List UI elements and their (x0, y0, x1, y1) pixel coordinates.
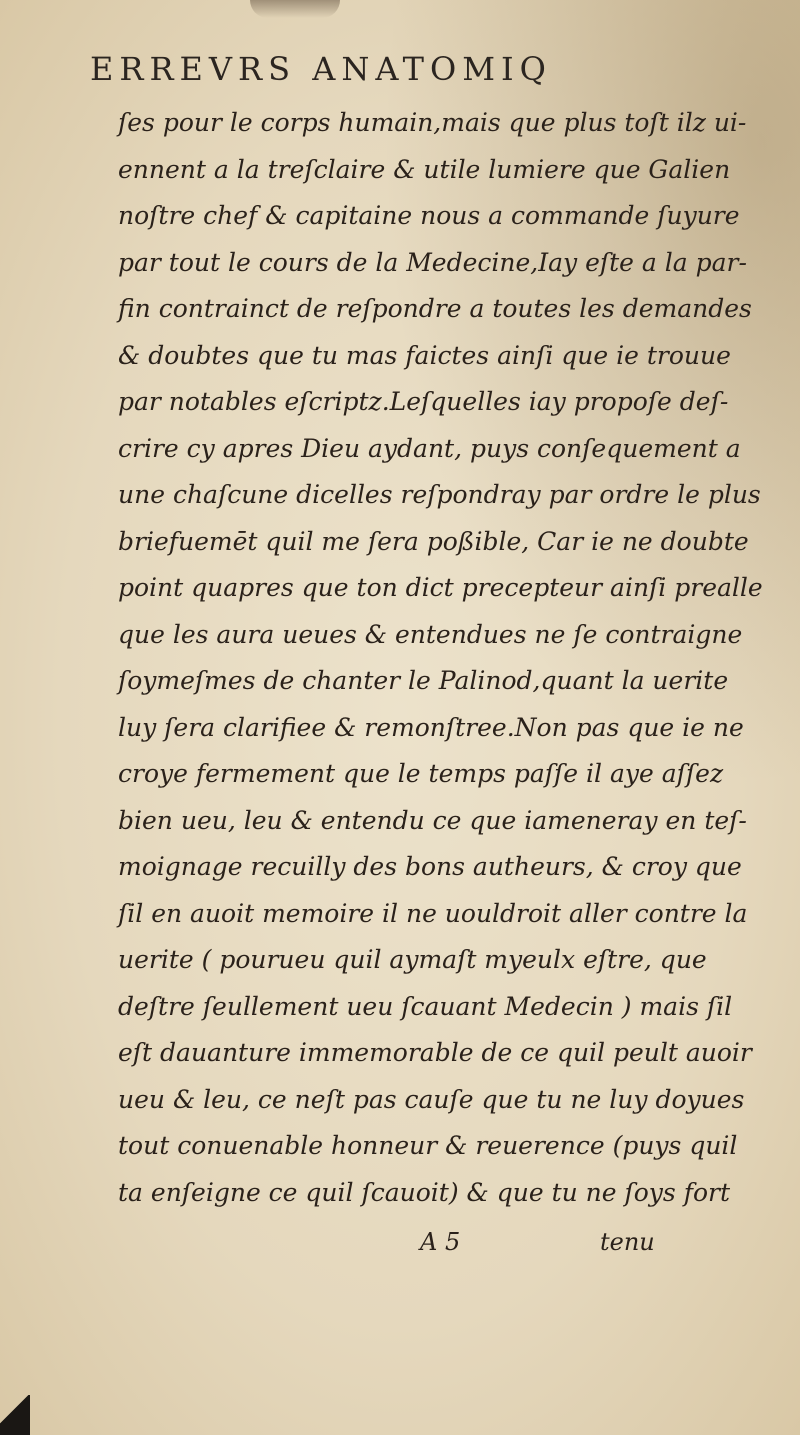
text-line: deſtre ſeullement ueu ſcauant Medecin ) mais ſil (118, 991, 733, 1021)
text-line: point quapres que ton dict precepteur ainſi prealle (118, 573, 763, 602)
text-line: par tout le cours de la Medecine,Iay eſte a la par- (118, 247, 747, 277)
text-block (118, 100, 778, 1216)
text-line: bien ueu, leu & entendu ce que iameneray en teſ- (118, 805, 747, 835)
text-line: crire cy apres Dieu aydant, puys conſequement a (118, 433, 741, 463)
text-line: noſtre chef & capitaine nous a commande ſuyure (118, 201, 740, 230)
text-line: une chaſcune dicelles reſpondray par ordre le plus (118, 480, 761, 509)
text-line: croye fermement que le temps paſſe il aye aſſez (118, 759, 724, 788)
text-line: fin contrainct de reſpondre a toutes les demandes (118, 294, 752, 323)
catchword: tenu (600, 1228, 655, 1256)
text-line: moignage recuilly des bons autheurs, & croy que (118, 852, 742, 881)
text-line: tout conuenable honneur & reuerence (puys quil (118, 1131, 738, 1160)
text-line: uerite ( pourueu quil aymaſt myeulx eſtre, que (118, 945, 707, 974)
text-line: ta enſeigne ce quil ſcauoit) & que tu ne ſoys fort (118, 1177, 731, 1207)
page-stain (250, 0, 340, 18)
text-line: & doubtes que tu mas faictes ainſi que ie trouue (118, 340, 731, 370)
text-line: eſt dauanture immemorable de ce quil peult auoir (118, 1038, 752, 1067)
text-line: briefuemēt quil me ſera poßible, Car ie ne doubte (118, 526, 749, 556)
text-line: luy ſera clarifiee & remonſtree.Non pas que ie ne (118, 712, 744, 742)
text-line: que les aura ueues & entendues ne ſe contraigne (118, 619, 743, 649)
text-line: ueu & leu, ce neſt pas cauſe que tu ne luy doyues (118, 1084, 745, 1114)
text-line: ſes pour le corps humain,mais que plus toſt ilz ui- (118, 108, 747, 137)
text-line: ſoymeſmes de chanter le Palinod,quant la uerite (118, 666, 729, 695)
text-line: par notables eſcriptz.Leſquelles iay propoſe deſ- (118, 387, 729, 416)
text-line: ſil en auoit memoire il ne uouldroit aller contre la (118, 898, 748, 928)
page-footer (0, 1212, 800, 1252)
signature-mark: A 5 (420, 1228, 461, 1256)
text-line: ennent a la treſclaire & utile lumiere que Galien (118, 154, 731, 184)
running-head: ERREVRS ANATOMIQ (90, 50, 552, 88)
page-corner-shadow (0, 1395, 30, 1435)
